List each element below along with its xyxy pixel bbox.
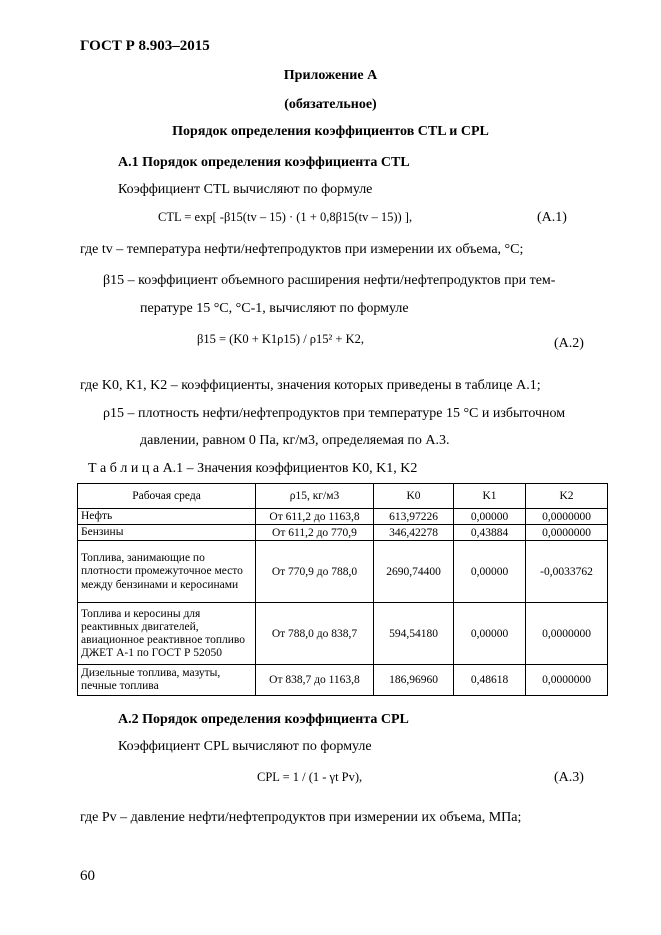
header-k1: K1 [454, 484, 526, 509]
formula-beta: β15 = (K0 + K1ρ15) / ρ15² + K2, [197, 332, 364, 346]
equation-number-a1: (А.1) [537, 210, 567, 225]
cell-k1: 0,00000 [454, 603, 526, 665]
table-row [78, 541, 608, 603]
table-header-row [78, 484, 608, 509]
section-a2-title: А.2 Порядок определения коэффициента CPL [118, 712, 409, 727]
table-row [78, 525, 608, 541]
cell-density: От 838,7 до 1163,8 [256, 665, 374, 696]
header-k0: K0 [374, 484, 454, 509]
cell-k0: 346,42278 [374, 525, 454, 541]
cell-k0: 2690,74400 [374, 541, 454, 603]
rho-definition-line2: давлении, равном 0 Па, кг/м3, определяемая по А.3. [140, 433, 450, 448]
table-row [78, 509, 608, 525]
cell-k1: 0,00000 [454, 509, 526, 525]
cell-k2: -0,0033762 [526, 541, 608, 603]
cell-k2: 0,0000000 [526, 603, 608, 665]
appendix-heading: Порядок определения коэффициентов CTL и CPL [172, 124, 489, 139]
beta-definition-line1: β15 – коэффициент объемного расширения нефти/нефтепродуктов при тем- [103, 273, 556, 288]
formula-cpl: CPL = 1 / (1 - γt Pv), [257, 770, 363, 784]
cell-k2: 0,0000000 [526, 525, 608, 541]
table-row [78, 665, 608, 696]
cell-density: От 611,2 до 1163,8 [256, 509, 374, 525]
cell-density: От 770,9 до 788,0 [256, 541, 374, 603]
section-a1-title: А.1 Порядок определения коэффициента CTL [118, 155, 410, 170]
formula-ctl: CTL = exp[ -β15(tv – 15) · (1 + 0,8β15(tv – 15)) ], [158, 210, 413, 224]
table-row [78, 603, 608, 665]
where-tv: где tv – температура нефти/нефтепродуктов при измерении их объема, °С; [80, 242, 524, 257]
header-k2: K2 [526, 484, 608, 509]
cell-k1: 0,43884 [454, 525, 526, 541]
cell-medium: Нефть [78, 509, 256, 525]
cell-k0: 186,96960 [374, 665, 454, 696]
cell-density: От 611,2 до 770,9 [256, 525, 374, 541]
cpl-intro: Коэффициент CPL вычисляют по формуле [118, 739, 372, 754]
cell-medium: Топлива и керосины для реактивных двигателей, авиационное реактивное топливо ДЖЕТ А-1 по ГОСТ Р 52050 [78, 603, 256, 665]
cell-k2: 0,0000000 [526, 665, 608, 696]
ctl-intro: Коэффициент CTL вычисляют по формуле [118, 182, 373, 197]
cell-k0: 613,97226 [374, 509, 454, 525]
coefficients-table [77, 483, 608, 696]
equation-number-a3: (А.3) [554, 770, 584, 785]
equation-number-a2: (А.2) [554, 336, 584, 351]
table-caption: Т а б л и ц а А.1 – Значения коэффициентов K0, K1, K2 [88, 461, 418, 476]
rho-definition-line1: ρ15 – плотность нефти/нефтепродуктов при температуре 15 °С и избыточном [103, 406, 566, 421]
appendix-title: Приложение А [283, 68, 378, 83]
header-medium: Рабочая среда [78, 484, 256, 509]
cell-k0: 594,54180 [374, 603, 454, 665]
cell-density: От 788,0 до 838,7 [256, 603, 374, 665]
header-density: ρ15, кг/м3 [256, 484, 374, 509]
cell-medium: Бензины [78, 525, 256, 541]
appendix-status: (обязательное) [284, 97, 377, 112]
where-pv: где Pv – давление нефти/нефтепродуктов при измерении их объема, МПа; [80, 810, 522, 825]
beta-definition-line2: пературе 15 °С, °С-1, вычисляют по формуле [140, 301, 409, 316]
cell-medium: Топлива, занимающие по плотности промежуточное место между бензинами и керосинами [78, 541, 256, 603]
document-id: ГОСТ Р 8.903–2015 [80, 38, 210, 54]
where-k: где K0, K1, K2 – коэффициенты, значения которых приведены в таблице А.1; [80, 378, 541, 393]
cell-k2: 0,0000000 [526, 509, 608, 525]
cell-k1: 0,00000 [454, 541, 526, 603]
cell-k1: 0,48618 [454, 665, 526, 696]
cell-medium: Дизельные топлива, мазуты, печные топлива [78, 665, 256, 696]
page-number: 60 [80, 868, 95, 884]
